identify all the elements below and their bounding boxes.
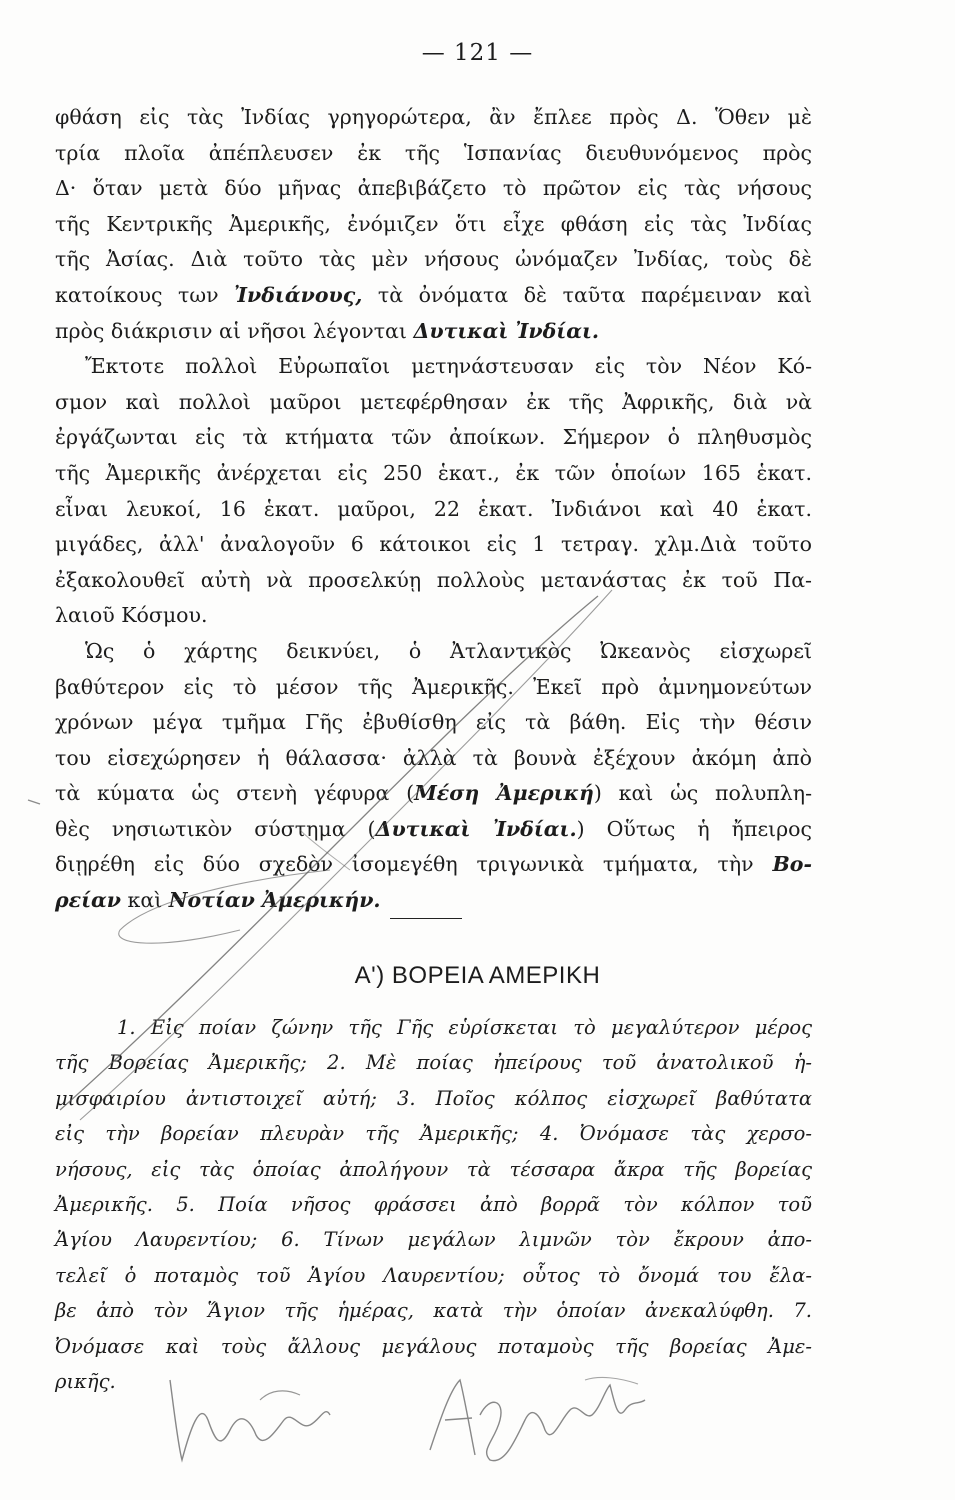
text-fragment: ) Οὕτως ἡ ἤπειρος: [576, 816, 812, 841]
question-line: βε ἀπὸ τὸν Ἅγιον τῆς ἡμέρας, κατὰ τὴν ὁποίαν ἀνεκαλύφθη. 7.: [55, 1299, 812, 1323]
section-divider: [390, 918, 462, 919]
text-line: [55, 812, 812, 848]
text-line: μιγάδες, ἀλλ' ἀναλογοῦν 6 κάτοικοι εἰς 1 τετραγ. χλμ.Διὰ τοῦτο: [55, 532, 812, 557]
text-line: [55, 847, 812, 883]
text-fragment: τὰ κύματα ὡς στενὴ γέφυρα (: [55, 781, 415, 806]
text-line: σμον καὶ πολλοὶ μαῦροι μετεφέρθησαν ἐκ τῆς Ἀφρικῆς, διὰ νὰ: [55, 389, 812, 414]
text-line: τῆς Ἀσίας. Διὰ τοῦτο τὰς μὲν νήσους ὠνόμαζεν Ἰνδίας, τοὺς δὲ: [55, 247, 812, 272]
text-fragment: καὶ: [121, 888, 169, 913]
signature-stroke: [260, 1391, 300, 1400]
text-fragment: κατοίκους των: [55, 282, 235, 307]
text-line: [55, 314, 812, 350]
text-fragment: πρὸς διάκρισιν αἱ νῆσοι λέγονται: [55, 318, 414, 343]
question-line: τῆς Βορείας Ἀμερικῆς; 2. Μὲ ποίας ἠπείρους τοῦ ἀνατολικοῦ ἡ-: [55, 1051, 812, 1075]
question-line: Ὀνόμασε καὶ τοὺς ἄλλους μεγάλους ποταμοὺς τῆς βορείας Ἀμε-: [55, 1334, 812, 1358]
signature-stroke: [170, 1380, 330, 1460]
question-line: εἰς τὴν βορείαν πλευρὰν τῆς Ἀμερικῆς; 4. Ὀνόμασε τὰς χερσο-: [55, 1122, 812, 1146]
emphasis-term: Βο-: [772, 852, 812, 877]
question-line: ρικῆς.: [55, 1369, 116, 1393]
emphasis-term: Ἰνδιάνους,: [234, 282, 363, 307]
page-number: — 121 —: [421, 40, 534, 66]
emphasis-term: Δυτικαὶ Ἰνδίαι.: [413, 318, 600, 343]
signature-stroke: [430, 1380, 475, 1455]
text-fragment: τὰ ὀνόματα δὲ ταῦτα παρέμειναν καὶ: [362, 282, 813, 307]
pencil-stroke: [28, 800, 40, 804]
question-line: Ἁγίου Λαυρεντίου; 6. Τίνων μεγάλων λιμνῶν τὸν ἔκρουν ἀπο-: [55, 1228, 812, 1252]
text-line: [55, 883, 812, 919]
question-line: νήσους, εἰς τὰς ὁποίας ἀπολήγουν τὰ τέσσαρα ἄκρα τῆς βορείας: [55, 1157, 812, 1181]
text-line: του εἰσεχώρησεν ἡ θάλασσα· ἀλλὰ τὰ βουνὰ ἐξέχουν ἀκόμη ἀπὸ: [55, 745, 812, 770]
text-fragment: διῃρέθη εἰς δύο σχεδὸν ἰσομεγέθη τριγωνικὰ τμήματα, τὴν: [55, 852, 773, 877]
text-line: τῆς Κεντρικῆς Ἀμερικῆς, ἐνόμιζεν ὅτι εἶχε φθάση εἰς τὰς Ἰνδίας: [55, 211, 812, 236]
body-text: [55, 100, 812, 919]
text-fragment: ) καὶ ὡς πολυπλη-: [593, 781, 812, 806]
question-line: Ἀμερικῆς. 5. Ποία νῆσος φράσσει ἀπὸ βορρᾶ τὸν κόλπον τοῦ: [55, 1192, 812, 1216]
text-line: τρία πλοῖα ἀπέπλευσεν ἐκ τῆς Ἱσπανίας διευθυνόμενος πρὸς: [55, 140, 812, 165]
text-line: Ἔκτοτε πολλοὶ Εὐρωπαῖοι μετηνάστευσαν εἰς τὸν Νέον Κό-: [85, 354, 812, 379]
question-line: μισφαιρίου ἀντιστοιχεῖ αὐτή; 3. Ποῖος κόλπος εἰσχωρεῖ βαθύτατα: [55, 1086, 812, 1110]
emphasis-term: ρείαν: [55, 888, 122, 913]
text-line: εἶναι λευκοί, 16 ἑκατ. μαῦροι, 22 ἑκατ. Ἰνδιάνοι καὶ 40 ἑκατ.: [55, 496, 812, 521]
emphasis-term: Μέση Ἀμερική: [414, 781, 594, 806]
handwritten-signature: [160, 1360, 720, 1470]
text-line: Δ· ὅταν μετὰ δύο μῆνας ἀπεβιβάζετο τὸ πρῶτον εἰς τὰς νήσους: [55, 176, 812, 201]
questions-block: [55, 1010, 812, 1399]
text-line: ἐξακολουθεῖ αὐτὴ νὰ προσελκύῃ πολλοὺς μετανάστας ἐκ τοῦ Πα-: [55, 567, 812, 592]
text-fragment: θὲς νησιωτικὸν σύστημα (: [55, 816, 376, 841]
emphasis-term: Δυτικαὶ Ἰνδίαι.: [375, 816, 577, 841]
signature-stroke: [480, 1385, 645, 1461]
emphasis-term: Νοτίαν Ἀμερικήν.: [168, 888, 381, 913]
text-line: φθάση εἰς τὰς Ἰνδίας γρηγορώτερα, ἂν ἔπλεε πρὸς Δ. Ὅθεν μὲ: [55, 105, 812, 129]
section-heading: Α') ΒΟΡΕΙΑ ΑΜΕΡΙΚΗ: [354, 962, 601, 989]
question-line: 1. Εἰς ποίαν ζώνην τῆς Γῆς εὑρίσκεται τὸ μεγαλύτερον μέρος: [117, 1016, 812, 1039]
text-line: [55, 278, 812, 314]
text-line: βαθύτερον εἰς τὸ μέσον τῆς Ἀμερικῆς. Ἐκεῖ πρὸ ἀμνημονεύτων: [55, 674, 812, 699]
text-line: Ὡς ὁ χάρτης δεικνύει, ὁ Ἀτλαντικὸς Ὠκεανὸς εἰσχωρεῖ: [85, 638, 812, 663]
signature-stroke: [585, 1377, 638, 1384]
text-line: χρόνων μέγα τμῆμα Γῆς ἐβυθίσθη εἰς τὰ βάθη. Εἰς τὴν θέσιν: [55, 710, 812, 735]
text-line: τῆς Ἀμερικῆς ἀνέρχεται εἰς 250 ἑκατ., ἐκ τῶν ὁποίων 165 ἑκατ.: [55, 460, 812, 485]
text-line: λαιοῦ Κόσμου.: [55, 603, 208, 628]
text-line: [55, 776, 812, 812]
text-line: ἐργάζωνται εἰς τὰ κτήματα τῶν ἀποίκων. Σήμερον ὁ πληθυσμὸς: [55, 425, 812, 450]
question-line: τελεῖ ὁ ποταμὸς τοῦ Ἁγίου Λαυρεντίου; οὗτος τὸ ὄνομά του ἔλα-: [55, 1263, 812, 1287]
